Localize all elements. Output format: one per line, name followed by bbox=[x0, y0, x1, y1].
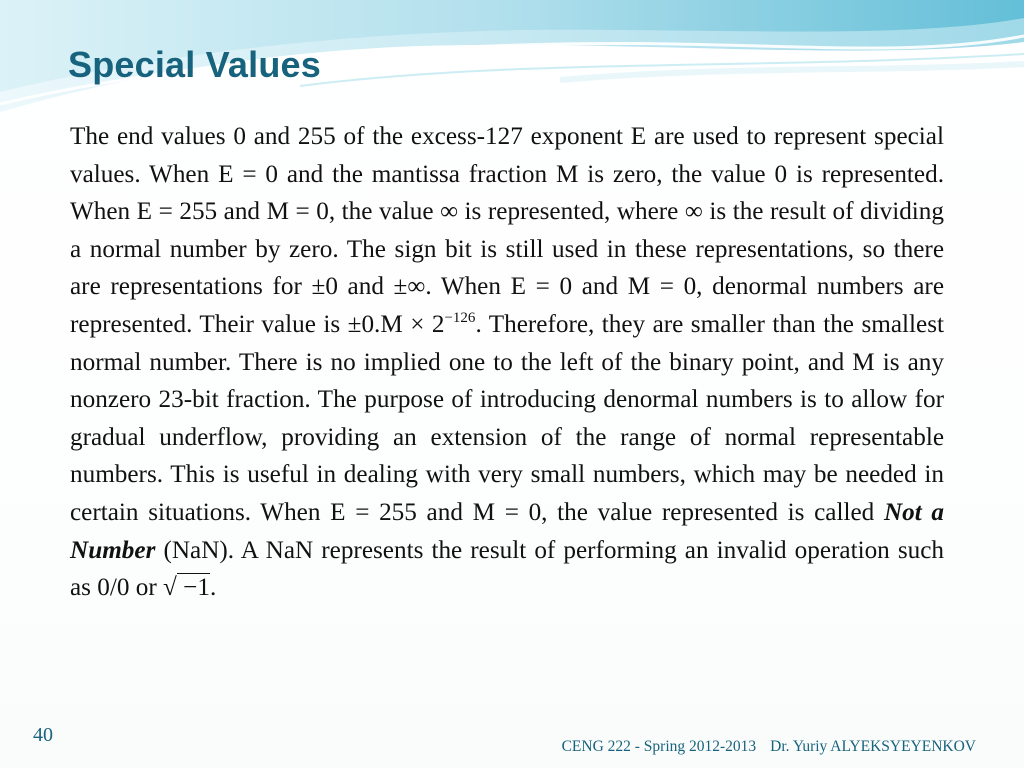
exponent-superscript: −126 bbox=[444, 309, 476, 326]
footer-author: Dr. Yuriy ALYEKSYEYENKOV bbox=[770, 738, 976, 755]
footer-course: CENG 222 - Spring 2012-2013 bbox=[561, 738, 757, 755]
slide-title: Special Values bbox=[68, 44, 321, 85]
page-number: 40 bbox=[33, 724, 53, 746]
sqrt-radicand: −1 bbox=[176, 574, 210, 602]
body-text-part-3: (NaN). A NaN represents the result of performing an invalid operation such as 0/0 or bbox=[70, 536, 944, 602]
emphasis-not-a-number: Not a Number bbox=[70, 498, 945, 564]
body-text-part-2: . Therefore, they are smaller than the smallest normal number. There is no implied one to the left of the binary point, and M is any nonzero 23-bit fraction. The purpose of introducing denormal numbers is to allow for gradual underflow, providing an extension of the range of normal representable numbers. This is useful in dealing with very small numbers, which may be needed in certain situations. When E = 255 and M = 0, the value represented is called bbox=[70, 310, 944, 526]
body-text-end: . bbox=[209, 574, 217, 602]
body-text-part-1: The end values 0 and 255 of the excess-127 exponent E are used to represent special values. When E = 0 and the mantissa fraction M is zero, the value 0 is represented. When E = 255 and M = 0, the value ∞ is represented, where ∞ is the result of dividing a normal number by zero. The sign bit is still used in these representations, so there are representations for ±0 and ±∞. When E = 0 and M = 0, denormal numbers are represented. Their value is ±0.M × 2 bbox=[70, 123, 944, 338]
sqrt-symbol: √ bbox=[163, 574, 177, 602]
body-paragraph bbox=[70, 118, 944, 607]
footer bbox=[562, 738, 976, 756]
